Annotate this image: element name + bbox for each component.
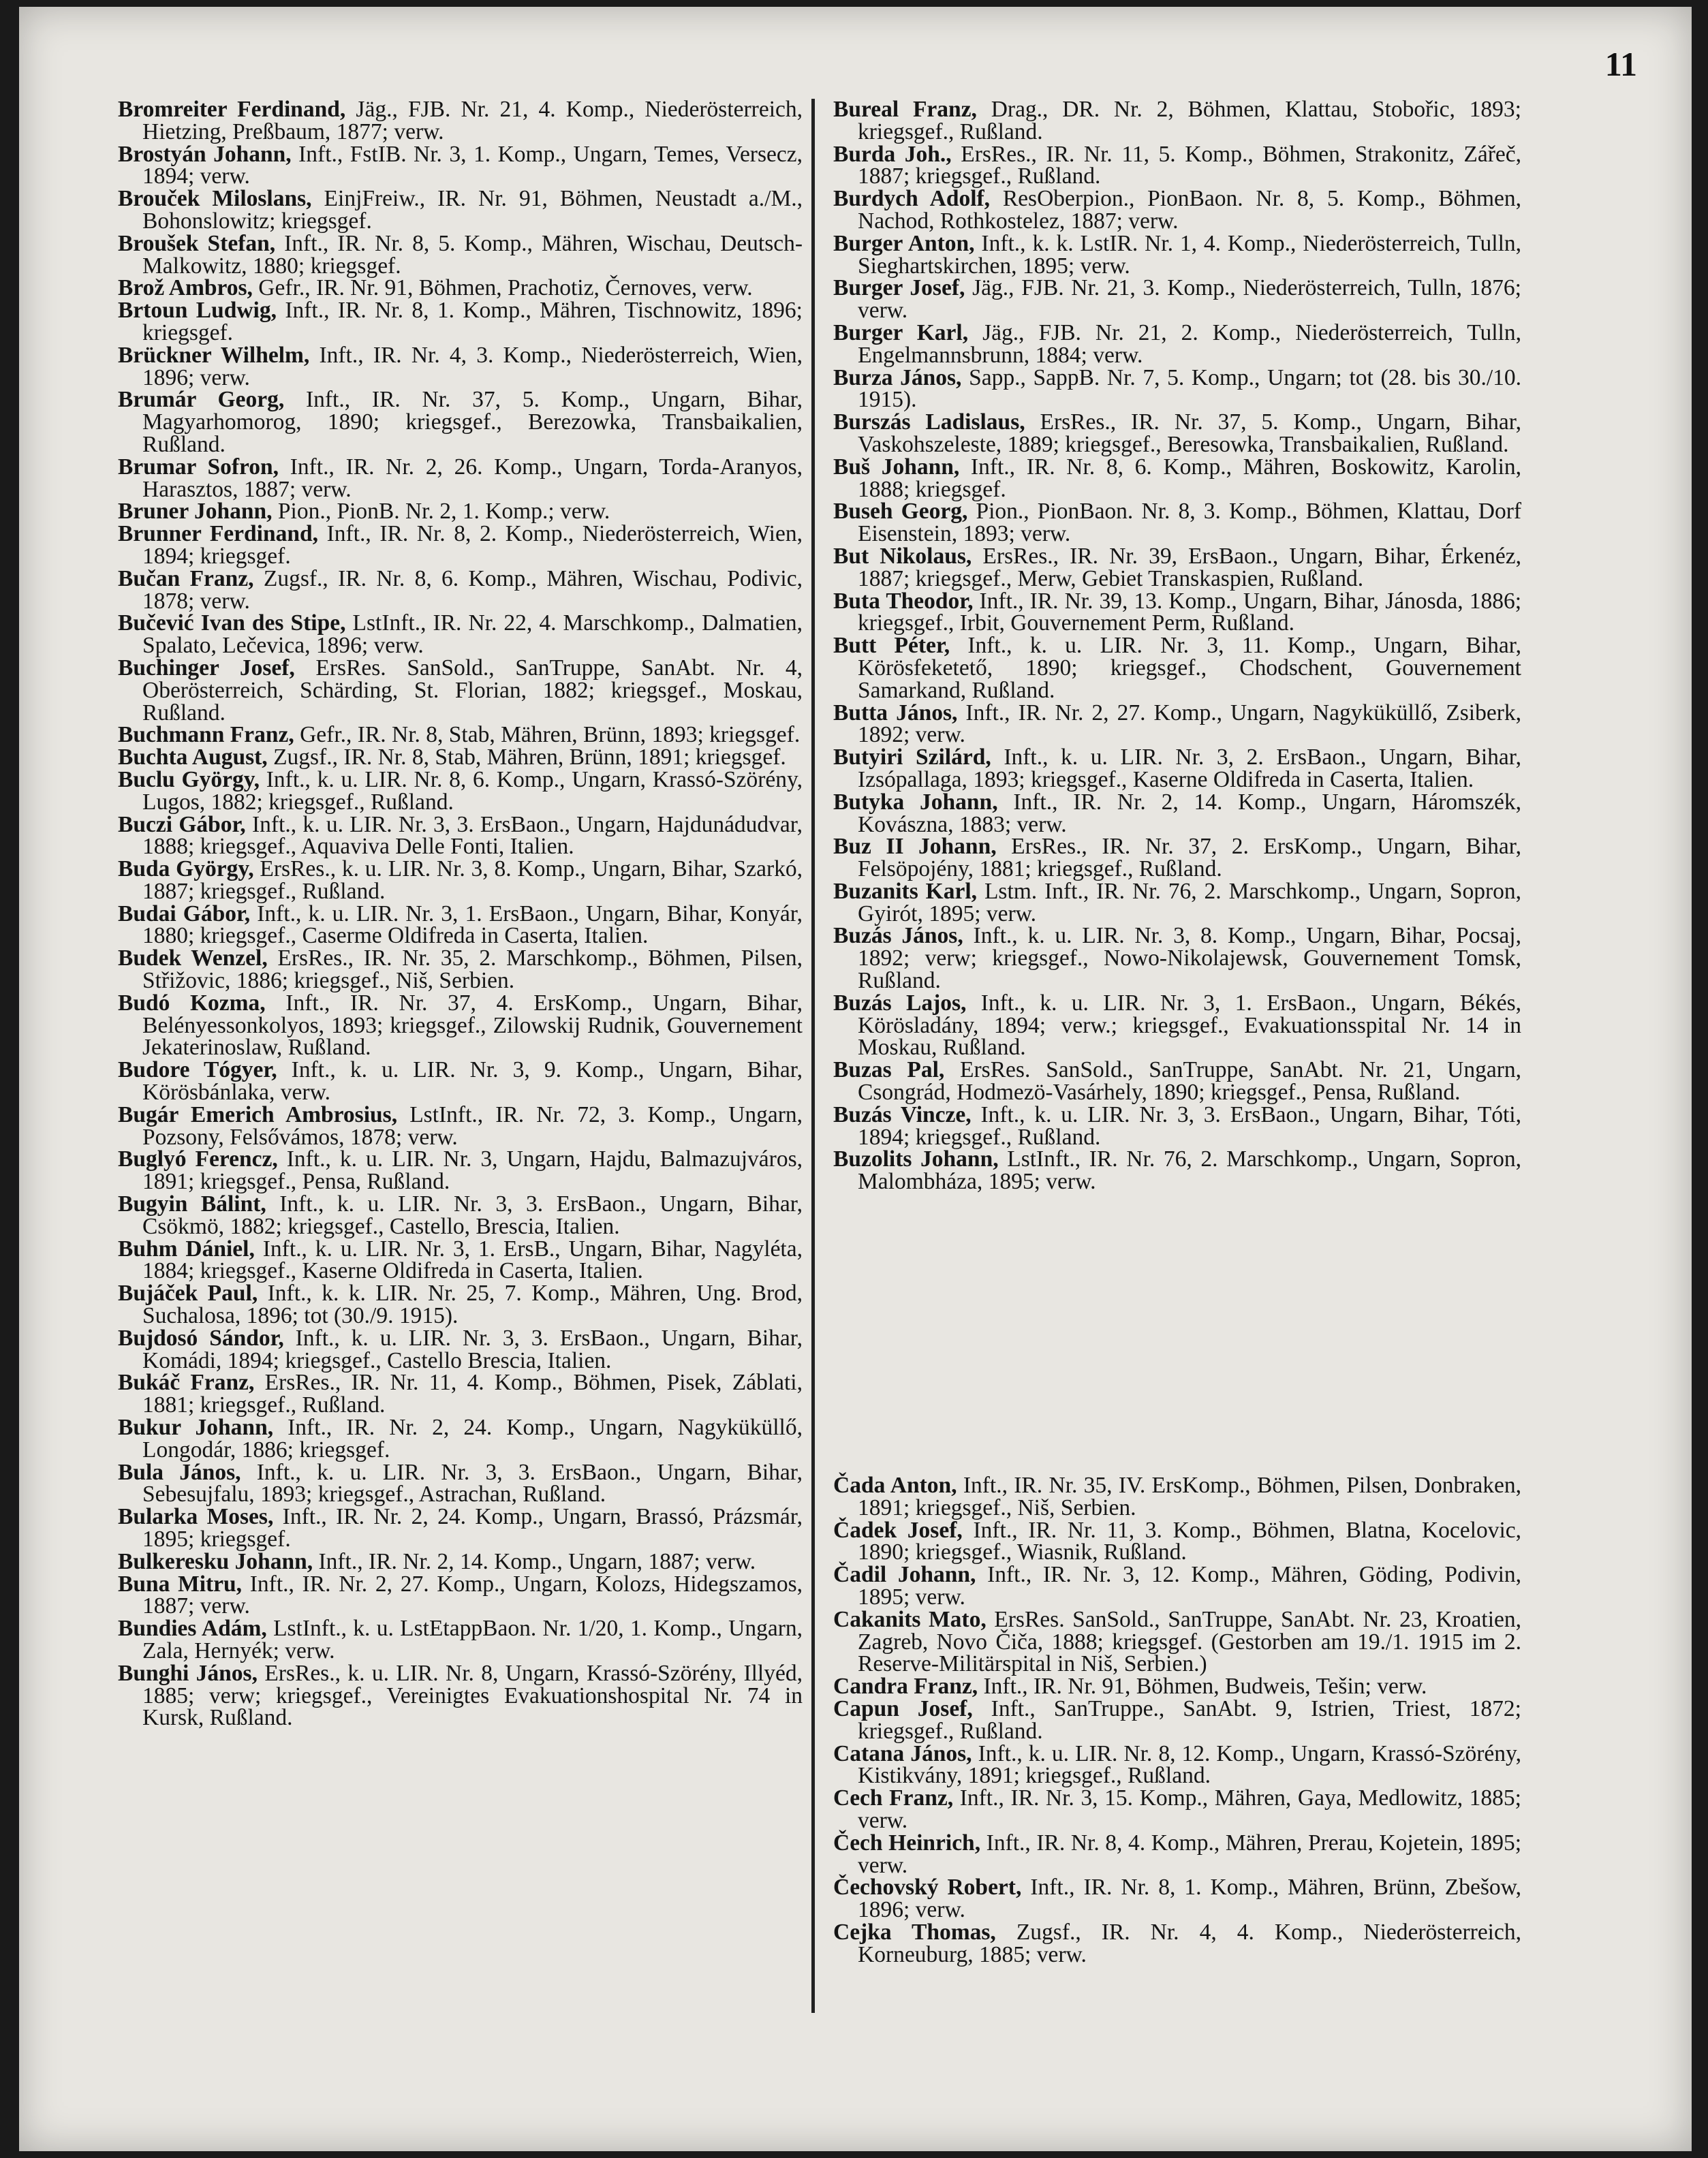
- page-number: 11: [1604, 45, 1637, 83]
- entry-name: Buchinger Josef,: [118, 655, 295, 681]
- entry-details: Inft., k. u. LIR. Nr. 8, 12. Komp., Ungarn, Krassó-Szörény, Kistikvány, 1891; kriegsgef., Rußland.: [858, 1740, 1521, 1789]
- entry-name: Bulkeresku Johann,: [118, 1548, 313, 1574]
- entry-details: LstInft., k. u. LstEtappBaon. Nr. 1/20, 1. Komp., Ungarn, Zala, Hernyék; verw.: [142, 1616, 803, 1663]
- list-item: [118, 389, 803, 456]
- entry-name: Brtoun Ludwig,: [118, 298, 277, 324]
- list-item: [833, 836, 1521, 881]
- list-item: [833, 588, 1522, 636]
- list-item: [118, 811, 803, 860]
- list-item: [118, 277, 803, 300]
- entry-details: Inft., IR. Nr. 2, 26. Komp., Ungarn, Torda-Aranyos, Harasztos, 1887; verw.: [142, 454, 803, 502]
- entry-details: Pion., PionBaon. Nr. 8, 3. Komp., Böhmen, Klattau, Dorf Eisenstein, 1893; verw.: [858, 499, 1522, 547]
- list-item: [833, 1787, 1521, 1832]
- list-item: [833, 747, 1521, 792]
- entry-details: Jäg., FJB. Nr. 21, 3. Komp., Niederösterreich, Tulln, 1876; verw.: [858, 275, 1521, 324]
- entry-details: ErsRes. SanSold., SanTruppe, SanAbt. Nr. 21, Ungarn, Csongrád, Hodmezö-Vasárhely, 1890; kriegsgef., Pensa, Rußland.: [858, 1057, 1522, 1106]
- entry-name: Buclu György,: [118, 766, 260, 792]
- entry-details: Inft., IR. Nr. 4, 3. Komp., Niederösterreich, Wien, 1896; verw.: [142, 342, 803, 390]
- entry-details: Inft., IR. Nr. 2, 24. Komp., Ungarn, Brassó, Prázsmár, 1895; kriegsgef.: [142, 1504, 803, 1552]
- entry-details: Zugsf., IR. Nr. 8, Stab, Mähren, Brünn, 1891; kriegsgef.: [267, 745, 786, 770]
- list-item: [118, 1571, 803, 1619]
- entry-name: Buz II Johann,: [833, 834, 997, 860]
- list-item: [118, 1618, 803, 1663]
- list-item: [118, 1506, 803, 1551]
- entry-name: Buseh Georg,: [833, 499, 968, 525]
- entry-details: Inft., IR. Nr. 2, 14. Komp., Ungarn, 1887; verw.: [313, 1548, 756, 1574]
- document-page: [19, 7, 1692, 2151]
- entry-name: Buna Mitru,: [118, 1571, 243, 1597]
- entry-details: Inft., k. u. LIR. Nr. 3, 3. ErsBaon., Ungarn, Bihar, Csökmö, 1882; kriegsgef., Castello, Brescia, Italien.: [142, 1191, 803, 1239]
- list-item: [118, 657, 803, 724]
- entry-details: Drag., DR. Nr. 2, Böhmen, Klattau, Stobořic, 1893; kriegsgef., Rußland.: [858, 97, 1521, 144]
- entry-details: Jäg., FJB. Nr. 21, 2. Komp., Niederösterreich, Tulln, Engelmannsbrunn, 1884; verw.: [858, 319, 1521, 368]
- list-item: [118, 724, 803, 747]
- entry-details: Inft., k. u. LIR. Nr. 3, 1. ErsBaon., Ungarn, Békés, Körösladány, 1894; verw.; kriegsgef., Evakuationsspital Nr. 14 in Moskau, Rußland.: [858, 990, 1521, 1061]
- list-item: [118, 230, 803, 279]
- entry-details: Inft., IR. Nr. 37, 4. ErsKomp., Ungarn, Bihar, Belényessonkolyos, 1893; kriegsgef., Zilowskij Rudnik, Gouvernement Jekaterinoslaw, Rußland.: [142, 990, 803, 1061]
- list-item: [833, 230, 1521, 279]
- entry-name: Buzas Pal,: [833, 1057, 945, 1083]
- entry-details: ErsRes. SanSold., SanTruppe, SanAbt. Nr. 23, Kroatien, Zagreb, Novo Čiča, 1888; kriegsgef. (Gestorben am 19./1. 1915 im 2. Reserve-Militärspital in Niš, Serbien.): [858, 1606, 1521, 1677]
- entry-name: Budore Tógyer,: [118, 1057, 277, 1083]
- entry-details: Inft., IR. Nr. 2, 24. Komp., Ungarn, Nagyküküllő, Longodár, 1886; kriegsgef.: [142, 1415, 803, 1463]
- entry-name: Catana János,: [833, 1740, 972, 1766]
- entry-name: Bučan Franz,: [118, 565, 254, 591]
- entry-details: ResOberpion., PionBaon. Nr. 8, 5. Komp., Böhmen, Nachod, Rothkostelez, 1887; verw.: [858, 186, 1521, 234]
- entry-name: Čada Anton,: [833, 1473, 957, 1498]
- list-item: [118, 1660, 803, 1731]
- entry-details: Inft., k. u. LIR. Nr. 3, 3. ErsBaon., Ungarn, Bihar, Sebesujfalu, 1893; kriegsgef., Astrachan, Rußland.: [142, 1459, 803, 1507]
- list-item: [833, 1564, 1521, 1609]
- entry-name: Budai Gábor,: [118, 901, 251, 926]
- entry-name: Brumar Sofron,: [118, 454, 279, 480]
- list-item: [833, 1148, 1521, 1193]
- entry-name: Bugyin Bálint,: [118, 1191, 266, 1217]
- entry-name: Burger Anton,: [833, 230, 975, 256]
- entry-details: Inft., k. u. LIR. Nr. 3, 3. ErsBaon., Ungarn, Bihar, Tóti, 1894; kriegsgef., Rußland.: [858, 1101, 1521, 1150]
- entry-name: Bureal Franz,: [833, 97, 977, 122]
- entry-name: Cejka Thomas,: [833, 1919, 996, 1945]
- entry-name: Buta Theodor,: [833, 588, 974, 614]
- entry-name: Čadek Josef,: [833, 1517, 963, 1543]
- entry-details: Inft., SanTruppe., SanAbt. 9, Istrien, Triest, 1872; kriegsgef., Rußland.: [858, 1695, 1521, 1744]
- entry-name: Buzanits Karl,: [833, 878, 978, 904]
- list-item: [833, 1832, 1521, 1877]
- list-item: [833, 702, 1521, 747]
- list-item: [118, 992, 803, 1059]
- entry-name: Buzás Lajos,: [833, 990, 967, 1016]
- entry-details: Inft., IR. Nr. 3, 12. Komp., Mähren, Göding, Podivin, 1895; verw.: [858, 1562, 1521, 1610]
- list-item: [833, 789, 1522, 837]
- list-item: [833, 1101, 1521, 1150]
- entry-details: Inft., IR. Nr. 11, 3. Komp., Böhmen, Blatna, Kocelovic, 1890; kriegsgef., Wiasnik, Rußland.: [858, 1517, 1522, 1565]
- list-item: [118, 188, 803, 233]
- list-item: [118, 300, 803, 345]
- entry-name: Bularka Moses,: [118, 1504, 274, 1530]
- entry-details: Inft., k. u. LIR. Nr. 3, 11. Komp., Ungarn, Bihar, Körösfeketető, 1890; kriegsgef., Chodschent, Gouvernement Samarkand, Rußland.: [858, 633, 1521, 703]
- entry-name: Čech Heinrich,: [833, 1830, 981, 1856]
- right-column-lower: [833, 1475, 1521, 1967]
- list-item: [833, 635, 1521, 702]
- entry-name: Bujdosó Sándor,: [118, 1325, 284, 1351]
- entry-name: Cech Franz,: [833, 1785, 954, 1811]
- entry-name: Budó Kozma,: [118, 990, 266, 1016]
- list-item: [833, 1740, 1521, 1789]
- list-item: [833, 992, 1521, 1059]
- entry-details: ErsRes., IR. Nr. 37, 2. ErsKomp., Ungarn, Bihar, Felsöpojény, 1881; kriegsgef., Rußland.: [858, 834, 1521, 882]
- entry-name: Brouček Miloslans,: [118, 186, 312, 212]
- list-item: [833, 411, 1521, 456]
- list-item: [118, 342, 803, 390]
- list-item: [833, 543, 1521, 591]
- list-item: [118, 945, 803, 994]
- list-item: [833, 1676, 1521, 1698]
- list-item: [118, 612, 803, 657]
- entry-name: Čechovský Robert,: [833, 1875, 1022, 1901]
- entry-name: Butyka Johann,: [833, 789, 998, 815]
- entry-details: ErsRes., IR. Nr. 11, 4. Komp., Böhmen, Pisek, Záblati, 1881; kriegsgef., Rußland.: [142, 1370, 803, 1418]
- list-item: [833, 277, 1521, 322]
- entry-name: Bunghi János,: [118, 1660, 258, 1686]
- entry-details: Zugsf., IR. Nr. 8, 6. Komp., Mähren, Wischau, Podivic, 1878; verw.: [142, 565, 803, 614]
- list-item: [833, 925, 1521, 992]
- entry-details: Inft., k. u. LIR. Nr. 3, 1. ErsBaon., Ungarn, Bihar, Konyár, 1880; kriegsgef., Caserme Oldifreda in Caserta, Italien.: [142, 901, 803, 949]
- entry-name: Brumár Georg,: [118, 387, 285, 413]
- entry-name: Burger Josef,: [833, 275, 965, 301]
- entry-name: Butt Péter,: [833, 633, 950, 659]
- entry-details: LstInft., IR. Nr. 76, 2. Marschkomp., Ungarn, Sopron, Malombháza, 1895; verw.: [858, 1146, 1521, 1195]
- list-item: [833, 1695, 1521, 1744]
- entry-details: Inft., IR. Nr. 8, 6. Komp., Mähren, Boskowitz, Karolin, 1888; kriegsgef.: [858, 454, 1521, 502]
- list-item: [833, 188, 1521, 233]
- entry-name: Burdych Adolf,: [833, 186, 991, 212]
- entry-details: Inft., k. u. LIR. Nr. 3, Ungarn, Hajdu, Balmazujváros, 1891; kriegsgef., Pensa, Rußland.: [142, 1146, 803, 1195]
- list-item: [833, 878, 1521, 926]
- entry-details: EinjFreiw., IR. Nr. 91, Böhmen, Neustadt a./M., Bohonslowitz; kriegsgef.: [142, 186, 803, 234]
- entry-details: Inft., k. u. LIR. Nr. 3, 9. Komp., Ungarn, Bihar, Körösbánlaka, verw.: [142, 1057, 803, 1106]
- entry-name: Brostyán Johann,: [118, 141, 292, 167]
- entry-details: Inft., IR. Nr. 8, 2. Komp., Niederösterreich, Wien, 1894; kriegsgef.: [142, 521, 803, 569]
- entry-details: Inft., IR. Nr. 37, 5. Komp., Ungarn, Bihar, Magyarhomorog, 1890; kriegsgef., Berezowka, Transbaikalien, Rußland.: [142, 387, 803, 457]
- entry-details: Gefr., IR. Nr. 8, Stab, Mähren, Brünn, 1893; kriegsgef.: [294, 722, 801, 748]
- entry-details: Inft., IR. Nr. 35, IV. ErsKomp., Böhmen, Pilsen, Donbraken, 1891; kriegsgef., Niš, Serbien.: [858, 1473, 1521, 1520]
- entry-name: But Nikolaus,: [833, 543, 972, 569]
- list-item: [118, 1238, 803, 1283]
- entry-details: ErsRes., IR. Nr. 11, 5. Komp., Böhmen, Strakonitz, Zářeč, 1887; kriegsgef., Rußland.: [858, 141, 1522, 189]
- list-item: [118, 766, 803, 815]
- entry-details: Inft., k. u. LIR. Nr. 3, 8. Komp., Ungarn, Bihar, Pocsaj, 1892; verw; kriegsgef., Nowo-Nikolajewsk, Gouvernement Tomsk, Rußland.: [858, 923, 1521, 994]
- entry-name: Buczi Gábor,: [118, 811, 246, 837]
- list-item: [833, 1606, 1521, 1677]
- entry-details: ErsRes., IR. Nr. 35, 2. Marschkomp., Böhmen, Pilsen, Střižovic, 1886; kriegsgef., Niš, Serbien.: [142, 945, 803, 994]
- entry-details: Inft., k. k. LIR. Nr. 25, 7. Komp., Mähren, Ung. Brod, Suchalosa, 1896; tot (30./9. 1915).: [142, 1281, 803, 1329]
- list-item: [833, 1475, 1521, 1520]
- entry-name: Buglyó Ferencz,: [118, 1146, 278, 1172]
- entry-name: Butyiri Szilárd,: [833, 745, 991, 770]
- list-item: [118, 456, 803, 501]
- list-item: [833, 319, 1521, 368]
- list-item: [118, 1548, 803, 1574]
- list-item: [833, 99, 1521, 144]
- entry-details: Inft., IR. Nr. 3, 15. Komp., Mähren, Gaya, Medlowitz, 1885; verw.: [858, 1785, 1521, 1833]
- entry-name: Buzolits Johann,: [833, 1146, 999, 1172]
- list-item: [833, 1877, 1521, 1922]
- entry-details: Inft., IR. Nr. 8, 4. Komp., Mähren, Prerau, Kojetein, 1895; verw.: [858, 1830, 1522, 1878]
- entry-details: Inft., IR. Nr. 8, 5. Komp., Mähren, Wischau, Deutsch-Malkowitz, 1880; kriegsgef.: [142, 230, 803, 279]
- list-item: [118, 565, 803, 614]
- entry-name: Bučević Ivan des Stipe,: [118, 610, 346, 636]
- list-item: [833, 1059, 1521, 1104]
- list-item: [118, 523, 803, 568]
- entry-details: Pion., PionB. Nr. 2, 1. Komp.; verw.: [272, 499, 610, 525]
- entry-details: ErsRes., k. u. LIR. Nr. 8, Ungarn, Krassó-Szörény, Illyéd, 1885; verw; kriegsgef., Vereinigtes Evakuationshospital Nr. 74 in Kursk, Rußland.: [142, 1660, 803, 1731]
- entry-details: Lstm. Inft., IR. Nr. 76, 2. Marschkomp., Ungarn, Sopron, Gyirót, 1895; verw.: [858, 878, 1521, 926]
- entry-name: Čadil Johann,: [833, 1562, 976, 1588]
- entry-details: LstInft., IR. Nr. 72, 3. Komp., Ungarn, Pozsony, Felsővámos, 1878; verw.: [142, 1101, 803, 1150]
- entry-details: Inft., IR. Nr. 2, 27. Komp., Ungarn, Kolozs, Hidegszamos, 1887; verw.: [142, 1571, 803, 1619]
- entry-details: Inft., IR. Nr. 2, 27. Komp., Ungarn, Nagyküküllő, Zsiberk, 1892; verw.: [858, 700, 1521, 748]
- entry-details: Inft., IR. Nr. 39, 13. Komp., Ungarn, Bihar, Jánosda, 1886; kriegsgef., Irbit, Gouvernement Perm, Rußland.: [858, 588, 1522, 636]
- entry-details: Inft., k. k. LstIR. Nr. 1, 4. Komp., Niederösterreich, Tulln, Sieghartskirchen, 1895; verw.: [858, 230, 1521, 279]
- list-item: [118, 858, 803, 903]
- list-item: [118, 903, 803, 948]
- entry-name: Bula János,: [118, 1459, 241, 1485]
- entry-details: Inft., k. u. LIR. Nr. 3, 3. ErsBaon., Ungarn, Hajdunádudvar, 1888; kriegsgef., Aquaviva Delle Fonti, Italien.: [142, 811, 803, 860]
- list-item: [118, 1417, 803, 1462]
- list-item: [118, 141, 803, 189]
- list-item: [833, 141, 1522, 189]
- entry-name: Budek Wenzel,: [118, 945, 268, 971]
- list-item: [833, 364, 1521, 413]
- entry-details: Gefr., IR. Nr. 91, Böhmen, Prachotiz, Černoves, verw.: [252, 275, 753, 301]
- entry-name: Burger Karl,: [833, 319, 969, 345]
- entry-name: Bukáč Franz,: [118, 1370, 255, 1396]
- entry-name: Buhm Dániel,: [118, 1236, 255, 1262]
- list-item: [118, 1193, 803, 1238]
- entry-name: Bromreiter Ferdinand,: [118, 97, 346, 122]
- list-item: [118, 1148, 803, 1193]
- entry-name: Bujáček Paul,: [118, 1281, 258, 1307]
- entry-name: Bugár Emerich Ambrosius,: [118, 1101, 398, 1127]
- entry-name: Buchta August,: [118, 745, 268, 770]
- entry-name: Buda György,: [118, 856, 254, 882]
- left-column: [118, 99, 803, 1730]
- entry-details: Jäg., FJB. Nr. 21, 4. Komp., Niederösterreich, Hietzing, Preßbaum, 1877; verw.: [142, 97, 803, 144]
- entry-name: Capun Josef,: [833, 1695, 973, 1721]
- entry-name: Buchmann Franz,: [118, 722, 294, 748]
- entry-name: Bruner Johann,: [118, 499, 273, 525]
- list-item: [118, 501, 803, 523]
- list-item: [118, 1325, 803, 1373]
- entry-name: Buzás Vincze,: [833, 1101, 972, 1127]
- entry-details: Inft., k. u. LIR. Nr. 3, 1. ErsB., Ungarn, Bihar, Nagyléta, 1884; kriegsgef., Kaserne Oldifreda in Caserta, Italien.: [142, 1236, 803, 1284]
- entry-details: ErsRes., k. u. LIR. Nr. 3, 8. Komp., Ungarn, Bihar, Szarkó, 1887; kriegsgef., Rußland.: [142, 856, 803, 904]
- entry-details: Inft., FstIB. Nr. 3, 1. Komp., Ungarn, Temes, Versecz, 1894; verw.: [142, 141, 803, 189]
- entry-name: Burszás Ladislaus,: [833, 409, 1025, 435]
- entry-details: Zugsf., IR. Nr. 4, 4. Komp., Niederösterreich, Korneuburg, 1885; verw.: [858, 1919, 1521, 1967]
- list-item: [833, 1919, 1521, 1967]
- list-item: [833, 456, 1521, 501]
- entry-details: ErsRes., IR. Nr. 37, 5. Komp., Ungarn, Bihar, Vaskohszeleste, 1889; kriegsgef., Beresowka, Transbaikalien, Rußland.: [858, 409, 1521, 457]
- list-item: [118, 1101, 803, 1150]
- entry-name: Brož Ambros,: [118, 275, 253, 301]
- list-item: [118, 99, 803, 144]
- entry-name: Buš Johann,: [833, 454, 960, 480]
- list-item: [118, 1459, 803, 1507]
- entry-details: Inft., k. u. LIR. Nr. 3, 2. ErsBaon., Ungarn, Bihar, Izsópallaga, 1893; kriegsgef., Kaserne Oldifreda in Caserta, Italien.: [858, 745, 1521, 792]
- entry-details: Sapp., SappB. Nr. 7, 5. Komp., Ungarn; tot (28. bis 30./10. 1915).: [858, 364, 1521, 413]
- entry-name: Buzás János,: [833, 923, 963, 949]
- entry-details: Inft., k. u. LIR. Nr. 8, 6. Komp., Ungarn, Krassó-Szörény, Lugos, 1882; kriegsgef., Rußland.: [142, 766, 803, 815]
- entry-details: ErsRes., IR. Nr. 39, ErsBaon., Ungarn, Bihar, Érkenéz, 1887; kriegsgef., Merw, Gebiet Transkaspien, Rußland.: [858, 543, 1521, 591]
- right-column: [833, 99, 1521, 1193]
- entry-name: Bundies Adám,: [118, 1616, 267, 1642]
- list-item: [833, 501, 1521, 546]
- list-item: [118, 1283, 803, 1328]
- entry-name: Brunner Ferdinand,: [118, 521, 318, 547]
- entry-name: Butta János,: [833, 700, 958, 725]
- list-item: [833, 1517, 1522, 1565]
- column-divider: [811, 99, 815, 2013]
- entry-name: Cakanits Mato,: [833, 1606, 987, 1632]
- entry-details: Inft., IR. Nr. 8, 1. Komp., Mähren, Brünn, Zbešow, 1896; verw.: [858, 1875, 1522, 1923]
- entry-details: Inft., IR. Nr. 91, Böhmen, Budweis, Tešin; verw.: [978, 1674, 1427, 1700]
- entry-name: Broušek Stefan,: [118, 230, 276, 256]
- list-item: [118, 1059, 803, 1104]
- entry-name: Burza János,: [833, 364, 962, 390]
- entry-name: Candra Franz,: [833, 1674, 978, 1700]
- entry-name: Bukur Johann,: [118, 1415, 274, 1441]
- list-item: [118, 747, 803, 769]
- entry-details: Inft., IR. Nr. 8, 1. Komp., Mähren, Tischnowitz, 1896; kriegsgef.: [142, 298, 803, 345]
- entry-name: Burda Joh.,: [833, 141, 952, 167]
- entry-details: Inft., IR. Nr. 2, 14. Komp., Ungarn, Háromszék, Kovászna, 1883; verw.: [858, 789, 1522, 837]
- entry-name: Brückner Wilhelm,: [118, 342, 310, 368]
- entry-details: LstInft., IR. Nr. 22, 4. Marschkomp., Dalmatien, Spalato, Lečevica, 1896; verw.: [142, 610, 803, 659]
- list-item: [118, 1372, 803, 1417]
- entry-details: Inft., k. u. LIR. Nr. 3, 3. ErsBaon., Ungarn, Bihar, Komádi, 1894; kriegsgef., Castello Brescia, Italien.: [142, 1325, 803, 1373]
- entry-details: ErsRes. SanSold., SanTruppe, SanAbt. Nr. 4, Oberösterreich, Schärding, St. Florian, 1882; kriegsgef., Moskau, Rußland.: [142, 655, 803, 725]
